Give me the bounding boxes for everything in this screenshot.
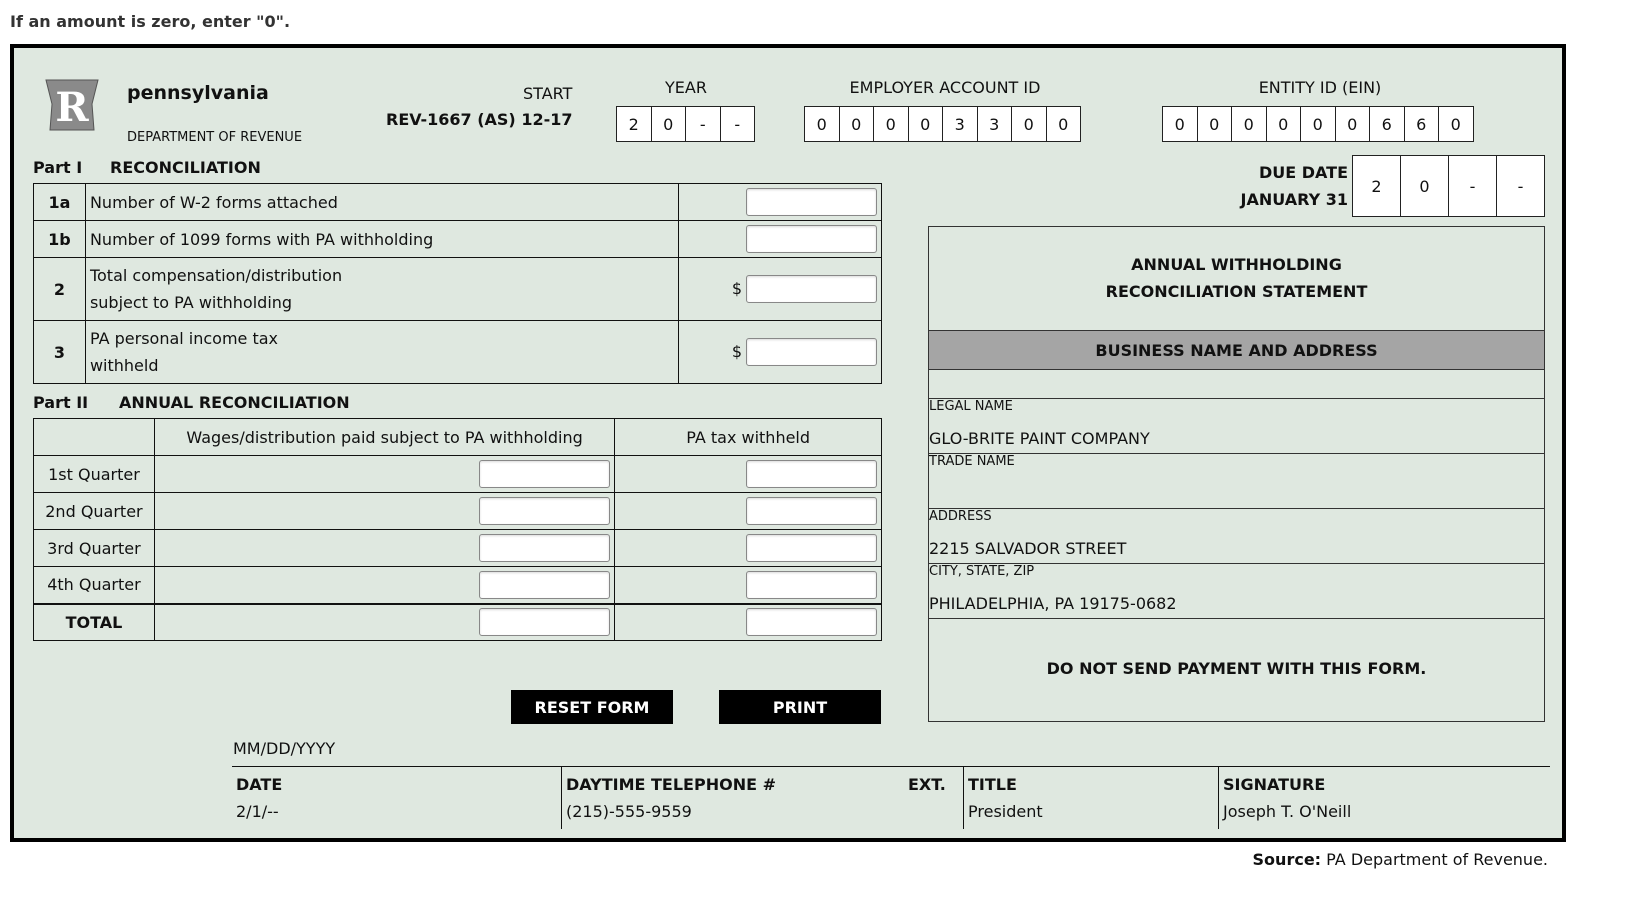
table-row (34, 221, 882, 258)
phone-label: DAYTIME TELEPHONE # (566, 775, 776, 794)
digit-box[interactable]: 6 (1404, 106, 1440, 142)
statement-title (929, 251, 1544, 305)
line-description (85, 258, 678, 321)
part2-label: Part II (33, 393, 89, 412)
digit-box[interactable]: 0 (1438, 106, 1474, 142)
line-description: Number of W-2 forms attached (85, 184, 678, 221)
q4-wages-input[interactable] (479, 571, 610, 599)
amount-cell (679, 258, 882, 321)
part1-label: Part I (33, 158, 83, 177)
keystone-logo-icon (42, 74, 102, 134)
date-format-hint: MM/DD/YYYY (233, 739, 336, 758)
total-label: TOTAL (34, 604, 155, 641)
source-text: PA Department of Revenue. (1326, 850, 1548, 869)
withholding-form (10, 44, 1566, 842)
tax-cell (615, 456, 882, 493)
digit-box[interactable]: - (685, 106, 721, 142)
digit-box[interactable]: 6 (1369, 106, 1405, 142)
business-name-band: BUSINESS NAME AND ADDRESS (929, 330, 1544, 370)
address-value[interactable]: 2215 SALVADOR STREET (929, 539, 1127, 558)
digit-box[interactable]: 0 (651, 106, 687, 142)
digit-box[interactable]: 0 (1162, 106, 1198, 142)
digit-box[interactable]: 0 (804, 106, 840, 142)
address-field[interactable] (929, 508, 1544, 563)
city-state-zip-label: CITY, STATE, ZIP (929, 564, 1035, 579)
department-name: DEPARTMENT OF REVENUE (127, 130, 303, 145)
phone-value[interactable]: (215)-555-9559 (566, 802, 692, 821)
amount-cell (679, 221, 882, 258)
part2-heading (33, 393, 350, 412)
table-row (34, 321, 882, 384)
q3-wages-input[interactable] (479, 534, 610, 562)
dollar-sign: $ (731, 341, 742, 361)
line-description-1: Total compensation/distribution (89, 266, 343, 285)
payment-warning: DO NOT SEND PAYMENT WITH THIS FORM. (1046, 659, 1427, 678)
digit-box[interactable]: 3 (977, 106, 1013, 142)
empty-header-cell (34, 419, 155, 456)
digit-box[interactable]: 0 (1300, 106, 1336, 142)
tax-withheld-input[interactable] (746, 338, 877, 366)
tax-cell (615, 567, 882, 604)
wages-column-header: Wages/distribution paid subject to PA withholding (154, 419, 614, 456)
table-total-row (34, 604, 882, 641)
part1-heading (33, 158, 261, 177)
trade-name-label: TRADE NAME (929, 454, 1015, 469)
statement-title-line2: RECONCILIATION STATEMENT (1105, 282, 1368, 301)
wages-cell (154, 456, 614, 493)
q2-wages-input[interactable] (479, 497, 610, 525)
statement-title-line1: ANNUAL WITHHOLDING (1131, 255, 1342, 274)
line-description: Number of 1099 forms with PA withholding (85, 221, 678, 258)
signature-value[interactable]: Joseph T. O'Neill (1223, 802, 1352, 821)
total-compensation-input[interactable] (746, 275, 877, 303)
digit-box[interactable]: - (1496, 155, 1545, 217)
line-number: 1b (34, 221, 86, 258)
statement-panel (928, 226, 1545, 722)
brand-name: pennsylvania (127, 82, 269, 104)
due-date-label: DUE DATE (1258, 163, 1348, 182)
digit-box[interactable]: 2 (1352, 155, 1401, 217)
table-row (34, 456, 882, 493)
part1-title: RECONCILIATION (110, 158, 261, 177)
due-date-digits[interactable] (1352, 155, 1545, 217)
year-digits[interactable] (616, 106, 755, 142)
employer-account-label: EMPLOYER ACCOUNT ID (849, 78, 1041, 97)
w2-count-input[interactable] (746, 188, 877, 216)
line-number: 1a (34, 184, 86, 221)
print-button[interactable]: PRINT (719, 690, 881, 724)
part2-table (33, 418, 882, 641)
entity-id-digits[interactable] (1162, 106, 1474, 142)
wages-cell (154, 567, 614, 604)
q3-tax-input[interactable] (746, 534, 877, 562)
quarter-label: 3rd Quarter (34, 530, 155, 567)
line-description-1: PA personal income tax (89, 329, 279, 348)
digit-box[interactable]: 0 (1266, 106, 1302, 142)
legal-name-field[interactable] (929, 398, 1544, 453)
table-row (34, 567, 882, 604)
source-credit (1253, 850, 1548, 869)
due-date: JANUARY 31 (1240, 190, 1348, 209)
trade-name-field[interactable] (929, 453, 1544, 508)
reset-form-button[interactable]: RESET FORM (511, 690, 673, 724)
part2-title: ANNUAL RECONCILIATION (119, 393, 350, 412)
1099-count-input[interactable] (746, 225, 877, 253)
digit-box[interactable]: 0 (1197, 106, 1233, 142)
year-label: YEAR (665, 78, 707, 97)
digit-box[interactable]: 0 (1335, 106, 1371, 142)
line-number: 3 (34, 321, 86, 384)
digit-box[interactable]: 0 (1011, 106, 1047, 142)
date-column (232, 767, 562, 829)
table-row (34, 258, 882, 321)
dollar-sign: $ (731, 278, 742, 298)
quarter-label: 2nd Quarter (34, 493, 155, 530)
table-row (34, 493, 882, 530)
digit-box[interactable]: 0 (873, 106, 909, 142)
line-number: 2 (34, 258, 86, 321)
city-state-zip-value[interactable]: PHILADELPHIA, PA 19175-0682 (929, 594, 1177, 613)
source-label: Source: (1252, 850, 1322, 869)
digit-box[interactable]: 0 (1046, 106, 1082, 142)
title-value[interactable]: President (968, 802, 1043, 821)
svg-text:R: R (55, 84, 89, 131)
q2-tax-input[interactable] (746, 497, 877, 525)
wages-cell (154, 493, 614, 530)
tax-cell (615, 604, 882, 641)
quarter-label: 1st Quarter (34, 456, 155, 493)
digit-box[interactable]: 0 (839, 106, 875, 142)
total-tax-input[interactable] (746, 608, 877, 636)
divider (929, 618, 1544, 619)
legal-name-label: LEGAL NAME (929, 399, 1013, 414)
amount-cell (679, 184, 882, 221)
digit-box[interactable]: 0 (1400, 155, 1449, 217)
start-label: START (523, 84, 573, 103)
address-label: ADDRESS (929, 509, 992, 524)
phone-column (561, 767, 963, 829)
signature-row (232, 766, 1550, 828)
table-header-row (34, 419, 882, 456)
q4-tax-input[interactable] (746, 571, 877, 599)
digit-box[interactable]: - (1448, 155, 1497, 217)
digit-box[interactable]: 0 (908, 106, 944, 142)
tax-cell (615, 493, 882, 530)
digit-box[interactable]: - (720, 106, 756, 142)
quarter-label: 4th Quarter (34, 567, 155, 604)
legal-name-value[interactable]: GLO-BRITE PAINT COMPANY (929, 429, 1150, 448)
title-label: TITLE (968, 775, 1017, 794)
wages-cell (154, 604, 614, 641)
wages-cell (154, 530, 614, 567)
instruction-note: If an amount is zero, enter "0". (10, 12, 291, 31)
line-description (85, 321, 678, 384)
form-number: REV-1667 (AS) 12-17 (386, 110, 573, 129)
digit-box[interactable]: 2 (616, 106, 652, 142)
city-state-zip-field[interactable] (929, 563, 1544, 618)
tax-cell (615, 530, 882, 567)
table-row (34, 530, 882, 567)
total-wages-input[interactable] (479, 608, 610, 636)
date-label: DATE (236, 775, 283, 794)
amount-cell (679, 321, 882, 384)
ext-label: EXT. (908, 775, 946, 794)
part1-table (33, 183, 882, 384)
signature-column (1218, 767, 1550, 829)
line-description-2: subject to PA withholding (89, 293, 293, 312)
title-column (963, 767, 1219, 829)
digit-box[interactable]: 3 (942, 106, 978, 142)
employer-account-digits[interactable] (804, 106, 1081, 142)
q1-tax-input[interactable] (746, 460, 877, 488)
digit-box[interactable]: 0 (1231, 106, 1267, 142)
signature-label: SIGNATURE (1223, 775, 1326, 794)
q1-wages-input[interactable] (479, 460, 610, 488)
date-value[interactable]: 2/1/-- (236, 802, 279, 821)
line-description-2: withheld (89, 356, 159, 375)
entity-id-label: ENTITY ID (EIN) (1258, 78, 1382, 97)
tax-column-header: PA tax withheld (615, 419, 882, 456)
table-row (34, 184, 882, 221)
